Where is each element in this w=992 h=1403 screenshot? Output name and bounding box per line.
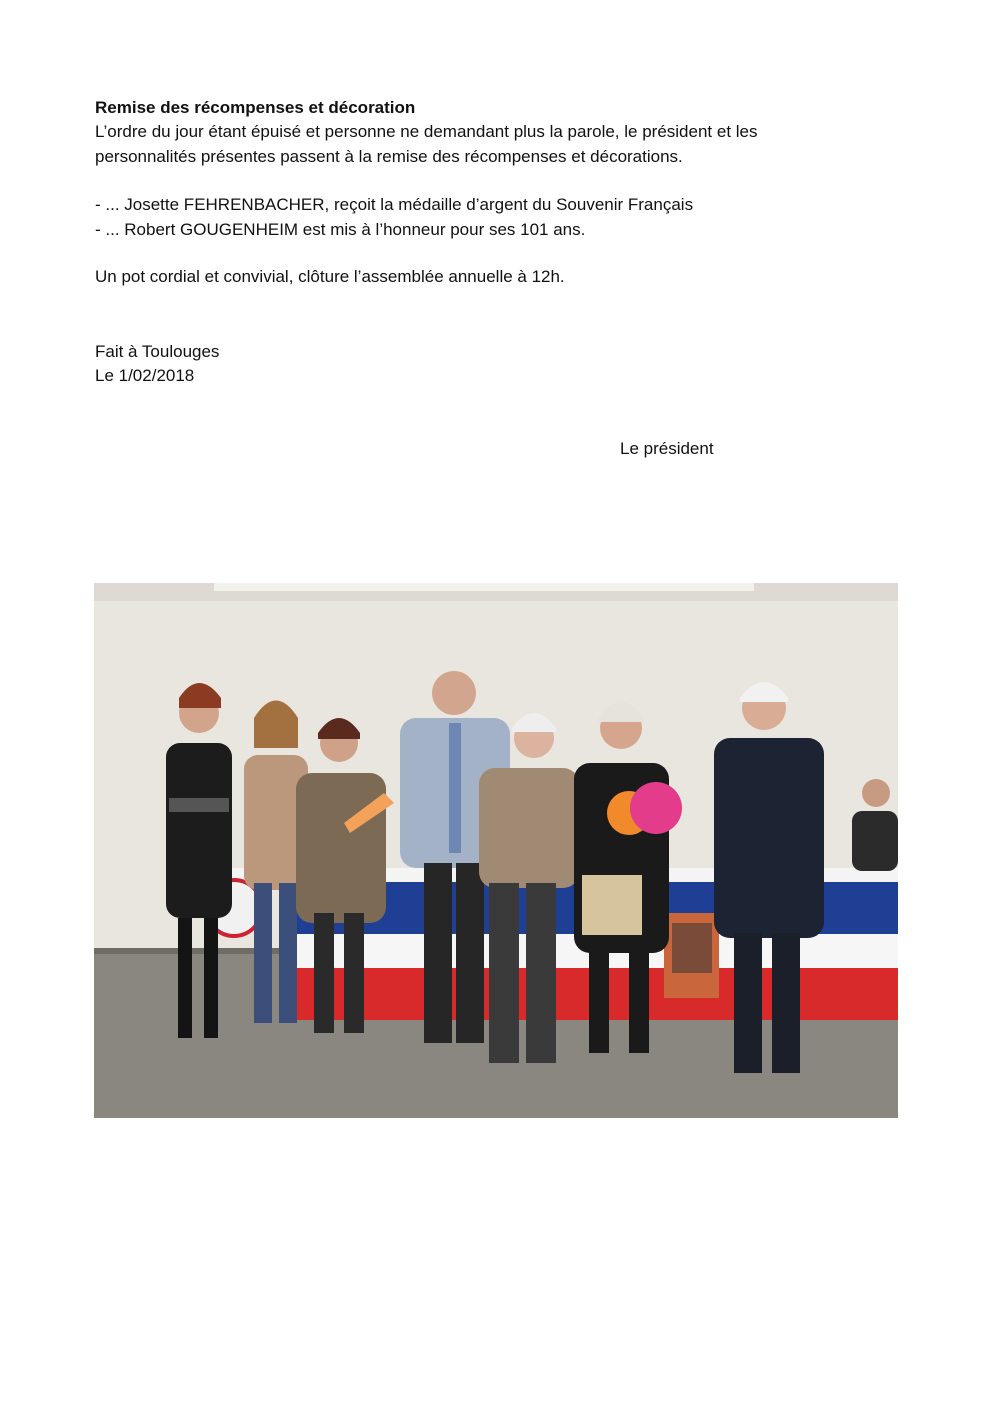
- section-heading: Remise des récompenses et décoration: [95, 98, 416, 117]
- place-line: Fait à Toulouges: [95, 342, 220, 361]
- date-line: Le 1/02/2018: [95, 366, 195, 385]
- closing-sentence: Un pot cordial et convivial, clôture l’assemblée annuelle à 12h.: [95, 267, 565, 286]
- award-item: - ... Josette FEHRENBACHER, reçoit la médaille d’argent du Souvenir Français: [95, 195, 694, 214]
- award-item: - ... Robert GOUGENHEIM est mis à l’honneur pour ses 101 ans.: [95, 219, 586, 239]
- signature-label: Le président: [620, 439, 714, 458]
- intro-paragraph: [95, 120, 758, 169]
- group-photo: [94, 583, 898, 1118]
- awards-list: [95, 193, 693, 242]
- group-photo-illustration: [94, 583, 898, 1118]
- intro-line-2: personnalités présentes passent à la remise des récompenses et décorations.: [95, 146, 683, 166]
- intro-line-1: L’ordre du jour étant épuisé et personne ne demandant plus la parole, le président et les: [95, 122, 758, 141]
